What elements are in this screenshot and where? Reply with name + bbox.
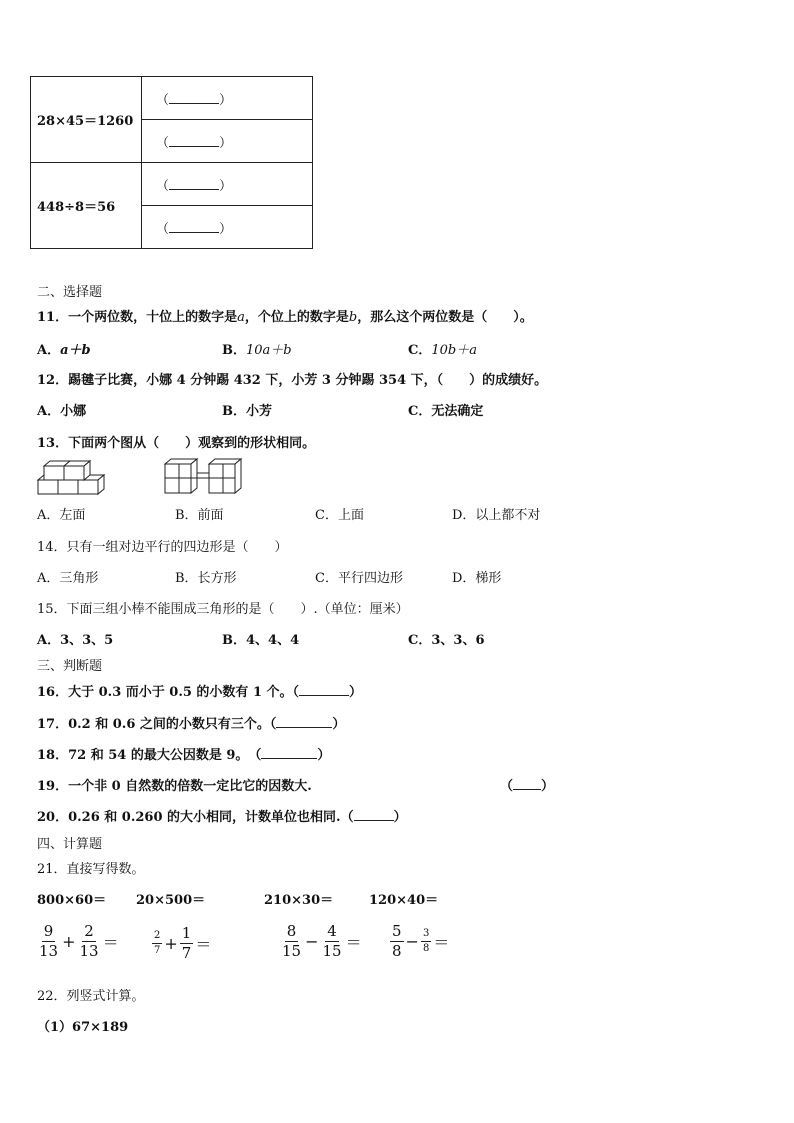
q11-stem: 11．一个两位数，十位上的数字是 — [37, 310, 238, 325]
answer-blank[interactable] — [513, 777, 541, 790]
question-19: 19．一个非 0 自然数的倍数一定比它的因数大. — [37, 779, 312, 794]
q11-option-a-expr: a＋b — [60, 343, 91, 358]
fraction: $\frac{8}{15}$ — [282, 922, 302, 960]
question-17: 17．0.2 和 0.6 之间的小数只有三个。（ ） — [37, 717, 346, 732]
question-11 — [37, 306, 533, 325]
q12-option-a[interactable]: A．小娜 — [37, 404, 87, 419]
q14-option-d[interactable]: D．梯形 — [452, 571, 502, 586]
section-heading-choice: 二、选择题 — [37, 285, 103, 300]
table-equation: 448÷8＝56 — [31, 163, 142, 249]
table-equation: 28×45＝1260 — [31, 77, 142, 163]
fraction: $\frac{9}{13}$ — [39, 922, 59, 960]
fraction: $\frac{5}{8}$ — [392, 922, 402, 960]
fraction-item: $\frac{2}{7}$ + $\frac{1}{7}$ ＝ — [154, 924, 212, 962]
answer-blank[interactable] — [354, 808, 394, 821]
table-blank[interactable]: （ ） — [142, 206, 313, 249]
q11-stem-mid: ，个位上的数字是 — [244, 310, 349, 325]
fraction: $\frac{3}{8}$ — [422, 928, 430, 954]
q12-option-b[interactable]: B．小芳 — [222, 404, 272, 419]
q13-option-c[interactable]: C．上面 — [315, 508, 364, 523]
cube-figure-2 — [163, 456, 243, 496]
q14-option-a[interactable]: A．三角形 — [37, 571, 99, 586]
q11-var-b: b — [348, 310, 358, 325]
question-18: 18．72 和 54 的最大公因数是 9。 （ ） — [37, 748, 331, 763]
section-heading-judge: 三、判断题 — [37, 659, 103, 674]
calc-item: 800×60＝ — [37, 893, 107, 908]
question-22: 22．列竖式计算。 — [37, 989, 145, 1004]
q14-option-c[interactable]: C．平行四边形 — [315, 571, 403, 586]
q11-option-a[interactable]: A．a＋b — [37, 343, 91, 358]
fill-in-table — [30, 76, 313, 249]
fraction-item: $\frac{9}{13}$ + $\frac{2}{13}$ ＝ — [39, 922, 119, 960]
q14-option-b[interactable]: B．长方形 — [175, 571, 237, 586]
question-16: 16．大于 0.3 而小于 0.5 的小数有 1 个。（ ） — [37, 685, 363, 700]
answer-blank[interactable] — [299, 683, 349, 696]
answer-blank[interactable] — [276, 715, 332, 728]
q11-option-c[interactable]: C．10b＋a — [408, 343, 477, 358]
q15-option-a[interactable]: A．3、3、5 — [37, 633, 114, 648]
q11-option-b[interactable]: B．10a＋b — [222, 343, 292, 358]
cube-figure-1 — [36, 456, 106, 496]
q15-option-b[interactable]: B．4、4、4 — [222, 633, 300, 648]
calc-item: 120×40＝ — [369, 893, 439, 908]
fraction: $\frac{4}{15}$ — [322, 922, 342, 960]
q13-option-d[interactable]: D．以上都不对 — [452, 508, 541, 523]
fraction: $\frac{1}{7}$ — [181, 924, 192, 962]
q11-stem-end: ，那么这个两位数是（ ）。 — [357, 310, 533, 325]
fraction: $\frac{2}{7}$ — [154, 930, 161, 956]
table-blank[interactable]: （ ） — [142, 120, 313, 163]
calc-item: 210×30＝ — [264, 893, 334, 908]
q12-option-c[interactable]: C．无法确定 — [408, 404, 484, 419]
question-14: 14．只有一组对边平行的四边形是（ ） — [37, 540, 288, 555]
q22-item-1: （1）67×189 — [37, 1020, 129, 1035]
q11-option-b-expr: 10a＋b — [246, 343, 292, 358]
question-15: 15．下面三组小棒不能围成三角形的是（ ）.（单位：厘米） — [37, 602, 409, 617]
q11-option-c-expr: 10b＋a — [431, 343, 477, 358]
table-blank[interactable]: （ ） — [142, 77, 313, 120]
question-13: 13．下面两个图从（ ）观察到的形状相同。 — [37, 436, 316, 451]
section-heading-calc: 四、计算题 — [37, 837, 103, 852]
question-20: 20．0.26 和 0.260 的大小相同，计数单位也相同.（ ） — [37, 810, 407, 825]
table-blank[interactable]: （ ） — [142, 163, 313, 206]
fraction-item: $\frac{5}{8}$ − $\frac{3}{8}$ ＝ — [392, 922, 450, 960]
q11-var-a: a — [237, 310, 245, 325]
answer-blank[interactable] — [261, 746, 317, 759]
fraction: $\frac{2}{13}$ — [79, 922, 99, 960]
question-21: 21．直接写得数。 — [37, 862, 145, 877]
calc-item: 20×500＝ — [136, 893, 206, 908]
q15-option-c[interactable]: C．3、3、6 — [408, 633, 485, 648]
q13-option-a[interactable]: A．左面 — [37, 508, 86, 523]
q13-option-b[interactable]: B．前面 — [175, 508, 224, 523]
question-19-answer: （ ） — [500, 779, 555, 794]
question-12: 12．踢毽子比赛，小娜 4 分钟踢 432 下，小芳 3 分钟踢 354 下，（ ）的成绩好。 — [37, 373, 548, 388]
fraction-item: $\frac{8}{15}$ − $\frac{4}{15}$ ＝ — [282, 922, 362, 960]
